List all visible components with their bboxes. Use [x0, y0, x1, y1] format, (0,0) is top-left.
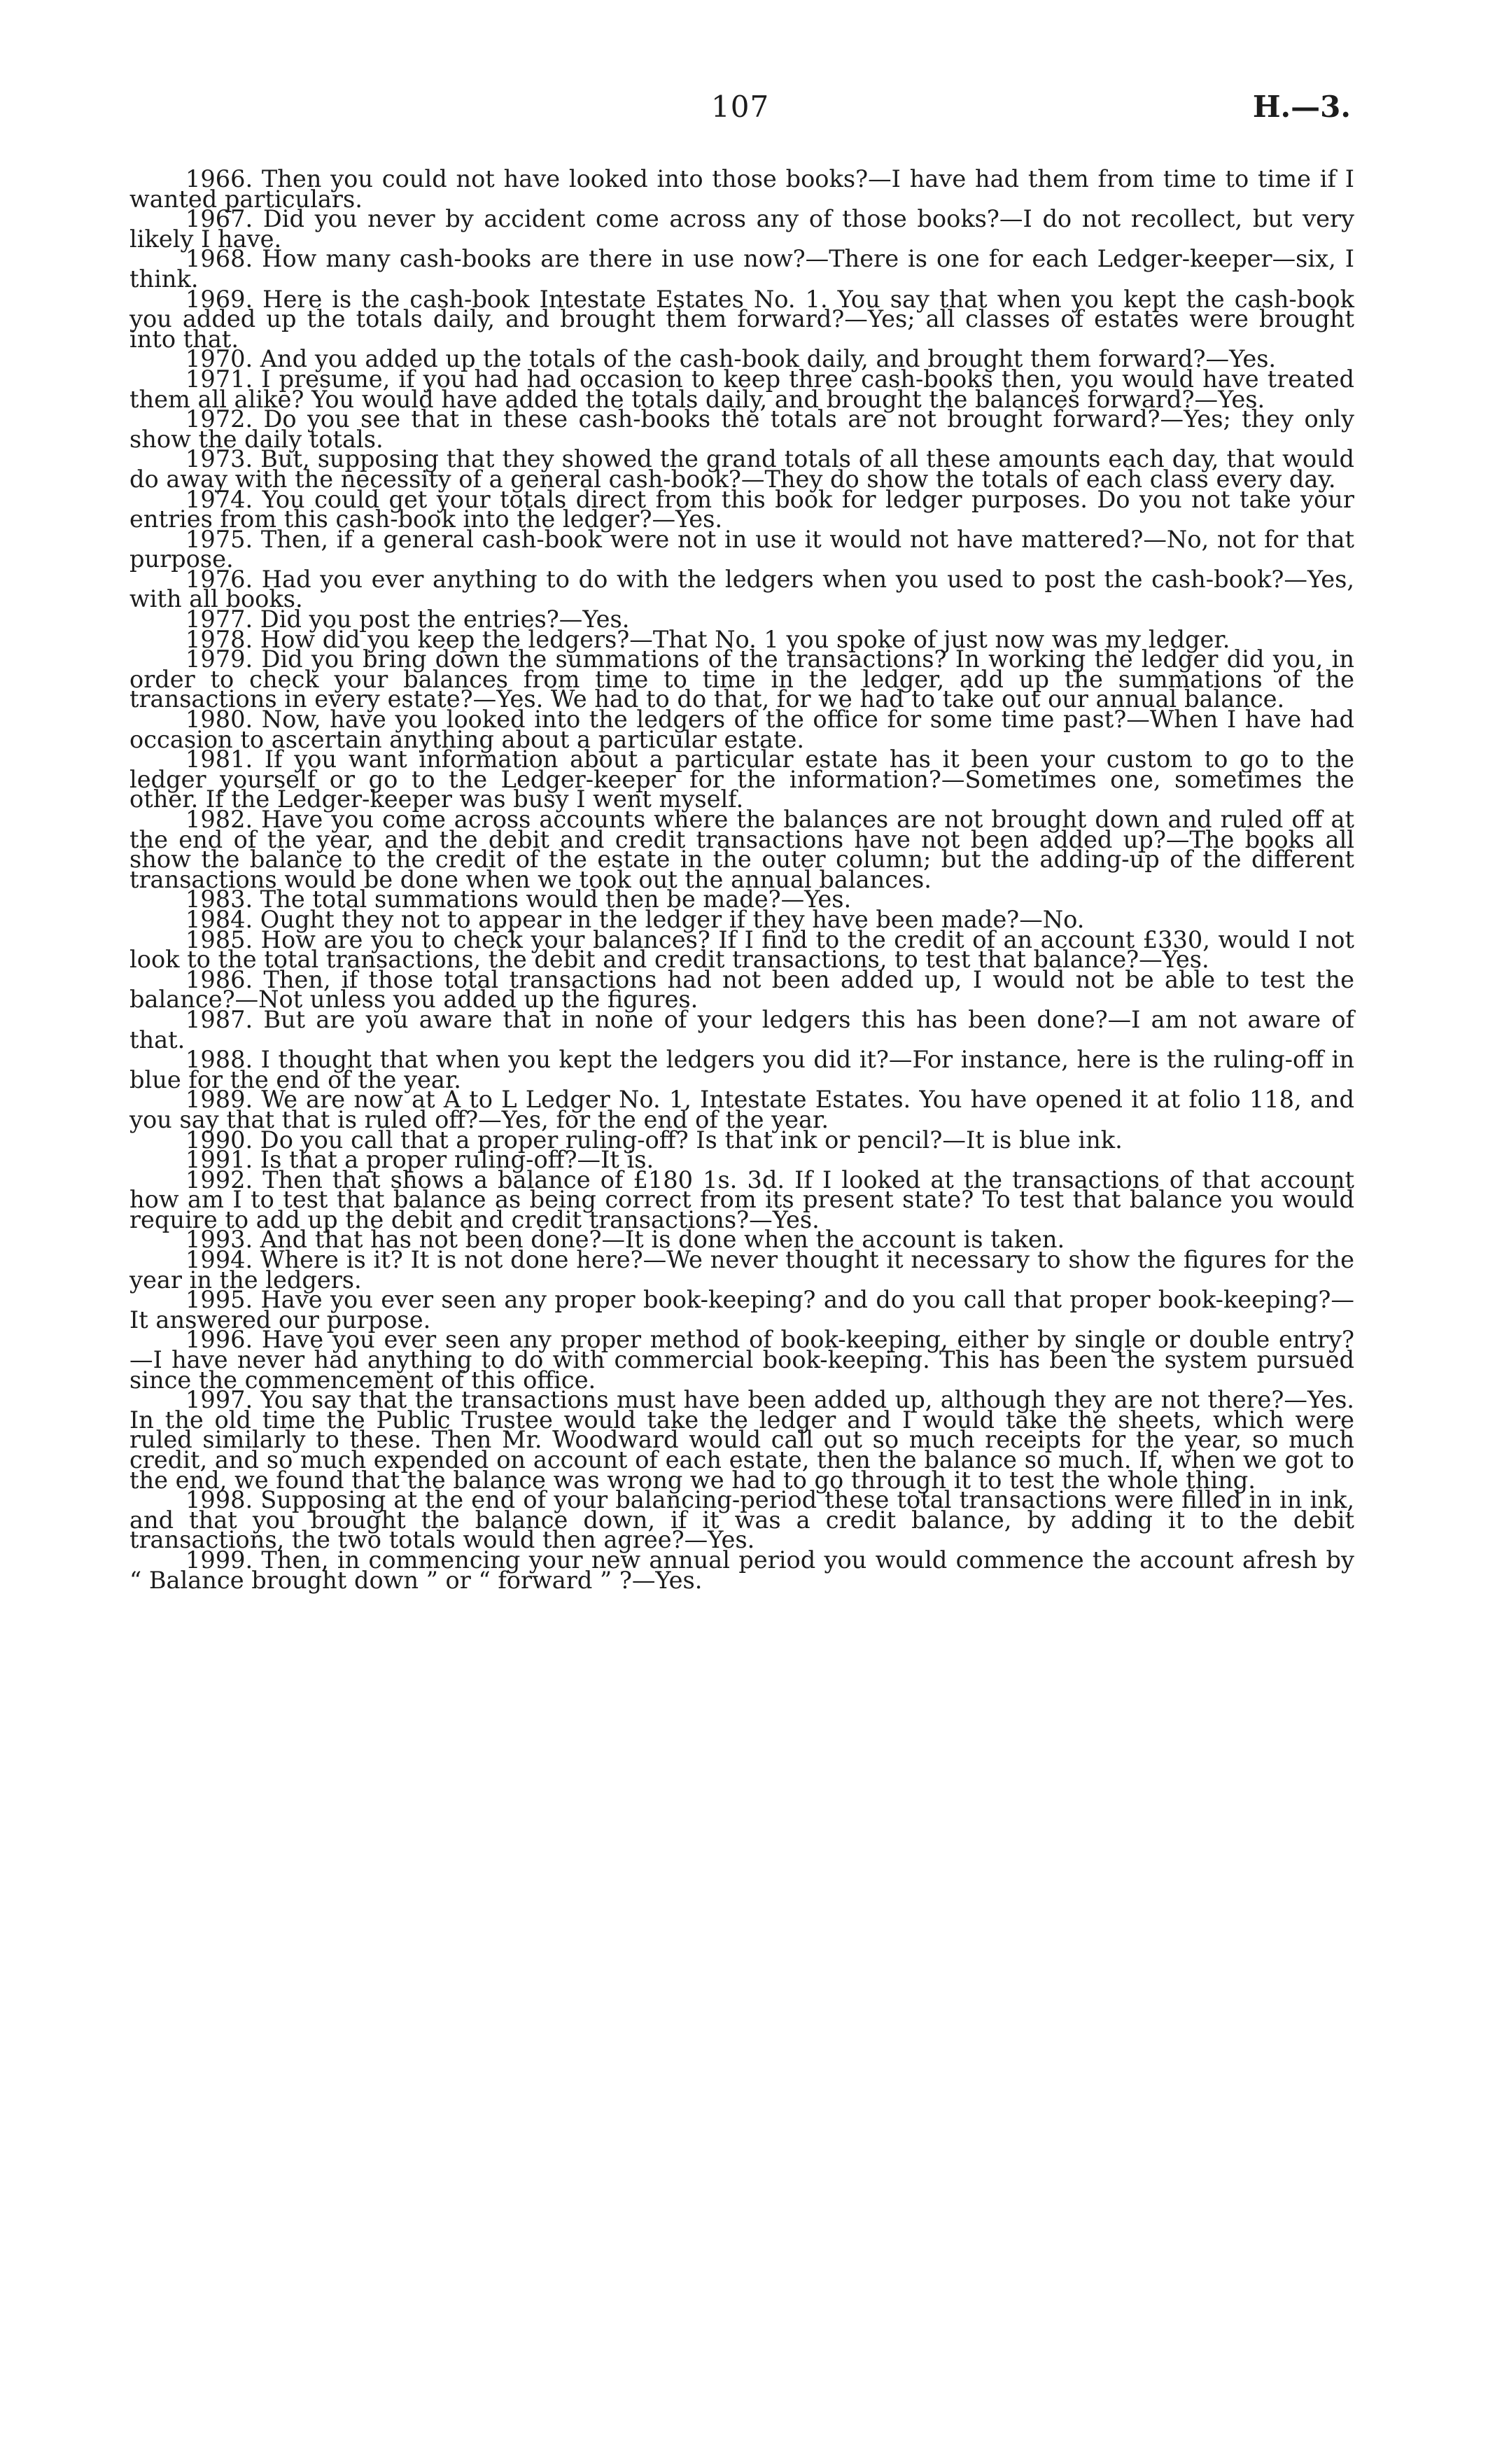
question-1985: 1985. How are you to check your balances? If I find to the credit of an account £330, would I not look to the total transactions, the debit and credit transactions, to test that balance?—Yes. [129, 925, 1354, 974]
question-1966: 1966. Then you could not have looked into those books?—I have had them from time to time if I wanted particulars. [129, 165, 1354, 213]
question-1988: 1988. I thought that when you kept the ledgers you did it?—For instance, here is the ruling-off in blue for the end of the year. [129, 1046, 1354, 1093]
question-1992: 1992. Then that shows a balance of £180 1s. 3d. If I looked at the transactions of that account how am I to test that balance as being correct from its present state? To test that balance you would require to add up the debit and credit transactions?—Yes. [129, 1166, 1354, 1233]
question-1998: 1998. Supposing at the end of your balancing-period these total transactions were filled in in ink, and that you brought the balance down, if it was a credit balance, by adding it to the debit transactions, the two totals would then agree?—Yes. [129, 1486, 1354, 1554]
question-1994: 1994. Where is it? It is not done here?—We never thought it necessary to show the figures for the year in the ledgers. [129, 1246, 1354, 1294]
page-number: 107 [711, 90, 770, 124]
question-1980: 1980. Now, have you looked into the ledgers of the office for some time past?—When I have had occasion to ascertain anything about a particular estate. [129, 706, 1354, 753]
question-1981: 1981. If you want information about a particular estate has it been your custom to go to the ledger yourself or go to the Ledger-keeper for the information?—Sometimes one, sometimes the other. If the Ledger-keeper was busy I went myself. [129, 746, 1354, 813]
question-1977: 1977. Did you post the entries?—Yes. [185, 606, 630, 634]
question-1978: 1978. How did you keep the ledgers?—That No. 1 you spoke of just now was my ledger. [185, 625, 1230, 653]
question-1968: 1968. How many cash-books are there in use now?—There is one for each Ledger-keeper—six, I think. [129, 245, 1354, 293]
question-1979: 1979. Did you bring down the summations of the transactions? In working the ledger did you, in order to check your balances from time to time in the ledger, add up the summations of the transactions in every estate?—Yes. We had to do that, for we had to take out our annual balance. [129, 645, 1354, 713]
question-1970: 1970. And you added up the totals of the cash-book daily, and brought them forward?—Yes. [185, 345, 1277, 373]
question-1971: 1971. I presume, if you had had occasion to keep three cash-books then, you would have treated them all alike? You would have added the totals daily, and brought the balances forward?—Yes. [129, 365, 1354, 413]
question-1999: 1999. Then, in commencing your new annual period you would commence the account afresh by “ Balance brought down ” or “ forward ” ?—Yes. [129, 1546, 1354, 1594]
document-reference: H.—3. [1252, 90, 1351, 124]
question-1972: 1972. Do you see that in these cash-books the totals are not brought forward?—Yes; they only show the daily totals. [129, 405, 1354, 453]
question-1976: 1976. Had you ever anything to do with the ledgers when you used to post the cash-book?—Yes, with all books. [129, 565, 1354, 613]
question-1974: 1974. You could get your totals direct from this book for ledger purposes. Do you not take your entries from this cash-book into the ledger?—Yes. [129, 485, 1354, 533]
question-1993: 1993. And that has not been done?—It is done when the account is taken. [185, 1226, 1065, 1254]
question-1986: 1986. Then, if those total transactions had not been added up, I would not be able to test the balance?—Not unless you added up the figures. [129, 965, 1354, 1014]
question-1987: 1987. But are you aware that in none of your ledgers this has been done?—I am not aware of that. [129, 1005, 1354, 1054]
testimony-body [129, 165, 1354, 1594]
question-1983: 1983. The total summations would then be made?—Yes. [185, 886, 852, 913]
page-header [0, 90, 1488, 139]
question-1973: 1973. But, supposing that they showed the grand totals of all these amounts each day, that would do away with the necessity of a general cash-book?—They do show the totals of each class every day. [129, 445, 1354, 493]
question-1991: 1991. Is that a proper ruling-off?—It is. [185, 1146, 654, 1174]
question-1967: 1967. Did you never by accident come across any of those books?—I do not recollect, but very likely I have. [129, 205, 1354, 253]
question-1969: 1969. Here is the cash-book Intestate Estates No. 1. You say that when you kept the cash-book you added up the totals daily, and brought them forward?—Yes; all classes of estates were brought into that. [129, 285, 1354, 353]
question-1975: 1975. Then, if a general cash-book were not in use it would not have mattered?—No, not for that purpose. [129, 525, 1354, 573]
question-1990: 1990. Do you call that a proper ruling-off? Is that ink or pencil?—It is blue ink. [185, 1126, 1123, 1154]
question-1984: 1984. Ought they not to appear in the ledger if they have been made?—No. [185, 905, 1085, 933]
question-1989: 1989. We are now at A to L Ledger No. 1, Intestate Estates. You have opened it at folio 118, and you say that that is ruled off?—Yes, for the end of the year. [129, 1086, 1354, 1133]
question-1995: 1995. Have you ever seen any proper book-keeping? and do you call that proper book-keeping?—It answered our purpose. [129, 1286, 1354, 1334]
question-1997: 1997. You say that the transactions must have been added up, although they are not there?—Yes. In the old time the Public Trustee would take the ledger and I would take the sheets, which were ruled similarly to these. Then Mr. Woodward would call out so much receipts for the year, so much credit, and so much expended on account of each estate, then the balance so much. If, when we got to the end, we found that the balance was wrong we had to go through it to test the whole thing. [129, 1386, 1354, 1494]
question-1996: 1996. Have you ever seen any proper method of book-keeping, either by single or double entry?—I have never had anything to do with commercial book-keeping. This has been the system pursued since the commencement of this office. [129, 1326, 1354, 1394]
question-1982: 1982. Have you come across accounts where the balances are not brought down and ruled off at the end of the year, and the debit and credit transactions have not been added up?—The books all show the balance to the credit of the estate in the outer column; but the adding-up of the different transactions would be done when we took out the annual balances. [129, 806, 1354, 893]
